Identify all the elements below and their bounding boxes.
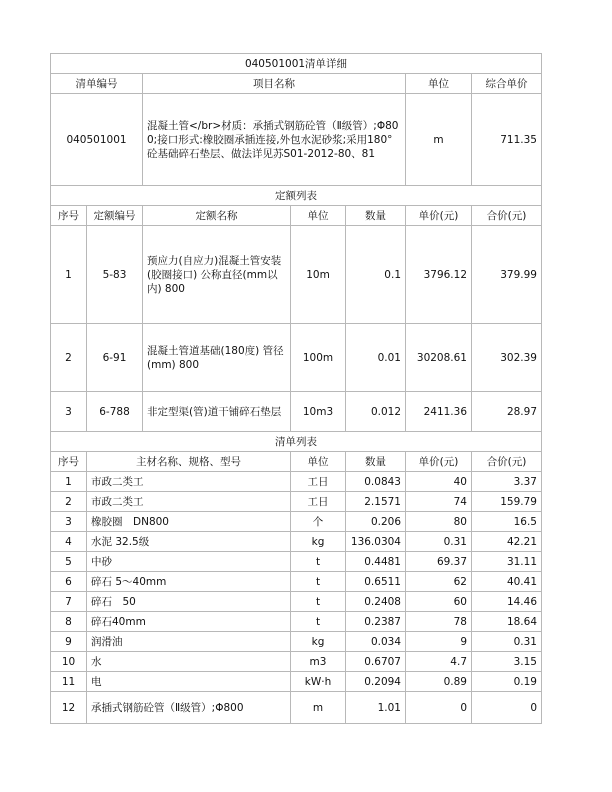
quota-unit: 10m: [291, 226, 346, 324]
quota-section-row: [51, 186, 542, 206]
quota-seq: 3: [51, 392, 87, 432]
quota-price: 2411.36: [406, 392, 472, 432]
item-price-header: 综合单价: [472, 74, 542, 94]
material-name: 承插式钢筋砼管（Ⅱ级管）;Φ800: [87, 692, 291, 724]
material-row: [51, 692, 542, 724]
material-price: 0.31: [406, 532, 472, 552]
item-row: [51, 94, 542, 186]
material-qty: 0.2094: [346, 672, 406, 692]
material-qty: 0.2408: [346, 592, 406, 612]
quota-code: 6-788: [87, 392, 143, 432]
material-row: [51, 532, 542, 552]
material-name: 碎石 50: [87, 592, 291, 612]
material-price: 60: [406, 592, 472, 612]
material-price: 80: [406, 512, 472, 532]
material-qty: 0.2387: [346, 612, 406, 632]
quota-name-header: 定额名称: [143, 206, 291, 226]
quota-unit: 10m3: [291, 392, 346, 432]
material-qty-header: 数量: [346, 452, 406, 472]
material-unit-header: 单位: [291, 452, 346, 472]
quota-total: 379.99: [472, 226, 542, 324]
quota-unit: 100m: [291, 324, 346, 392]
material-qty: 0.034: [346, 632, 406, 652]
material-total: 3.37: [472, 472, 542, 492]
quota-code-header: 定额编号: [87, 206, 143, 226]
material-qty: 0.4481: [346, 552, 406, 572]
materials-section-title: 清单列表: [51, 432, 542, 452]
material-name: 碎石40mm: [87, 612, 291, 632]
quota-qty-header: 数量: [346, 206, 406, 226]
material-unit: t: [291, 592, 346, 612]
material-name: 市政二类工: [87, 492, 291, 512]
material-total-header: 合价(元): [472, 452, 542, 472]
material-price: 78: [406, 612, 472, 632]
material-unit: m: [291, 692, 346, 724]
material-seq: 9: [51, 632, 87, 652]
quota-code: 5-83: [87, 226, 143, 324]
quota-qty: 0.012: [346, 392, 406, 432]
material-total: 14.46: [472, 592, 542, 612]
material-price: 40: [406, 472, 472, 492]
quota-name: 混凝土管道基础(180度) 管径(mm) 800: [143, 324, 291, 392]
material-total: 0: [472, 692, 542, 724]
item-price: 711.35: [472, 94, 542, 186]
quota-section-title: 定额列表: [51, 186, 542, 206]
material-seq: 7: [51, 592, 87, 612]
material-unit: t: [291, 572, 346, 592]
material-total: 18.64: [472, 612, 542, 632]
material-name: 橡胶圈 DN800: [87, 512, 291, 532]
material-unit: 个: [291, 512, 346, 532]
material-qty: 2.1571: [346, 492, 406, 512]
material-row: [51, 572, 542, 592]
material-unit: kg: [291, 632, 346, 652]
quota-row: [51, 226, 542, 324]
material-seq: 11: [51, 672, 87, 692]
material-row: [51, 512, 542, 532]
quota-code: 6-91: [87, 324, 143, 392]
material-unit: t: [291, 612, 346, 632]
item-unit: m: [406, 94, 472, 186]
item-name-header: 项目名称: [143, 74, 406, 94]
material-seq: 6: [51, 572, 87, 592]
material-qty: 0.0843: [346, 472, 406, 492]
title-row: [51, 54, 542, 74]
quota-price-header: 单价(元): [406, 206, 472, 226]
material-qty: 0.6511: [346, 572, 406, 592]
bill-detail-table: [50, 53, 542, 724]
quota-seq: 1: [51, 226, 87, 324]
material-unit: t: [291, 552, 346, 572]
material-total: 159.79: [472, 492, 542, 512]
material-row: [51, 652, 542, 672]
material-total: 31.11: [472, 552, 542, 572]
table-title: 040501001清单详细: [51, 54, 542, 74]
material-seq: 5: [51, 552, 87, 572]
quota-qty: 0.01: [346, 324, 406, 392]
material-unit: kW·h: [291, 672, 346, 692]
quota-row: [51, 324, 542, 392]
item-header-row: [51, 74, 542, 94]
material-qty: 0.206: [346, 512, 406, 532]
material-total: 3.15: [472, 652, 542, 672]
quota-total-header: 合价(元): [472, 206, 542, 226]
material-price: 9: [406, 632, 472, 652]
material-name: 电: [87, 672, 291, 692]
material-seq: 8: [51, 612, 87, 632]
material-row: [51, 472, 542, 492]
material-name: 水泥 32.5级: [87, 532, 291, 552]
material-name-header: 主材名称、规格、型号: [87, 452, 291, 472]
material-name: 润滑油: [87, 632, 291, 652]
material-total: 40.41: [472, 572, 542, 592]
quota-seq: 2: [51, 324, 87, 392]
material-seq: 10: [51, 652, 87, 672]
material-total: 16.5: [472, 512, 542, 532]
materials-header-row: [51, 452, 542, 472]
quota-price: 30208.61: [406, 324, 472, 392]
material-name: 水: [87, 652, 291, 672]
item-code-header: 清单编号: [51, 74, 143, 94]
material-qty: 1.01: [346, 692, 406, 724]
material-row: [51, 552, 542, 572]
quota-unit-header: 单位: [291, 206, 346, 226]
material-price: 4.7: [406, 652, 472, 672]
material-name: 中砂: [87, 552, 291, 572]
quota-name: 预应力(自应力)混凝土管安装(胶圈接口) 公称直径(mm以内) 800: [143, 226, 291, 324]
material-seq: 2: [51, 492, 87, 512]
quota-name: 非定型渠(管)道干铺碎石垫层: [143, 392, 291, 432]
material-unit: kg: [291, 532, 346, 552]
quota-total: 302.39: [472, 324, 542, 392]
material-name: 市政二类工: [87, 472, 291, 492]
material-seq-header: 序号: [51, 452, 87, 472]
material-unit: m3: [291, 652, 346, 672]
material-row: [51, 672, 542, 692]
material-total: 42.21: [472, 532, 542, 552]
material-price: 69.37: [406, 552, 472, 572]
material-qty: 136.0304: [346, 532, 406, 552]
item-description: 混凝土管</br>材质：承插式钢筋砼管（Ⅱ级管）;Φ800;接口形式:橡胶圈承插连接,外包水泥砂浆;采用180°砼基础碎石垫层、做法详见苏S01-2012-80、81: [143, 94, 406, 186]
material-total: 0.19: [472, 672, 542, 692]
quota-header-row: [51, 206, 542, 226]
material-seq: 4: [51, 532, 87, 552]
material-seq: 1: [51, 472, 87, 492]
material-row: [51, 632, 542, 652]
material-row: [51, 612, 542, 632]
material-row: [51, 592, 542, 612]
material-price: 62: [406, 572, 472, 592]
quota-total: 28.97: [472, 392, 542, 432]
material-unit: 工日: [291, 492, 346, 512]
quota-qty: 0.1: [346, 226, 406, 324]
material-price: 0: [406, 692, 472, 724]
material-unit: 工日: [291, 472, 346, 492]
item-code: 040501001: [51, 94, 143, 186]
material-price-header: 单价(元): [406, 452, 472, 472]
material-price: 74: [406, 492, 472, 512]
item-unit-header: 单位: [406, 74, 472, 94]
material-row: [51, 492, 542, 512]
material-total: 0.31: [472, 632, 542, 652]
quota-price: 3796.12: [406, 226, 472, 324]
material-price: 0.89: [406, 672, 472, 692]
material-seq: 12: [51, 692, 87, 724]
material-qty: 0.6707: [346, 652, 406, 672]
material-name: 碎石 5～40mm: [87, 572, 291, 592]
quota-row: [51, 392, 542, 432]
materials-section-row: [51, 432, 542, 452]
material-seq: 3: [51, 512, 87, 532]
quota-seq-header: 序号: [51, 206, 87, 226]
